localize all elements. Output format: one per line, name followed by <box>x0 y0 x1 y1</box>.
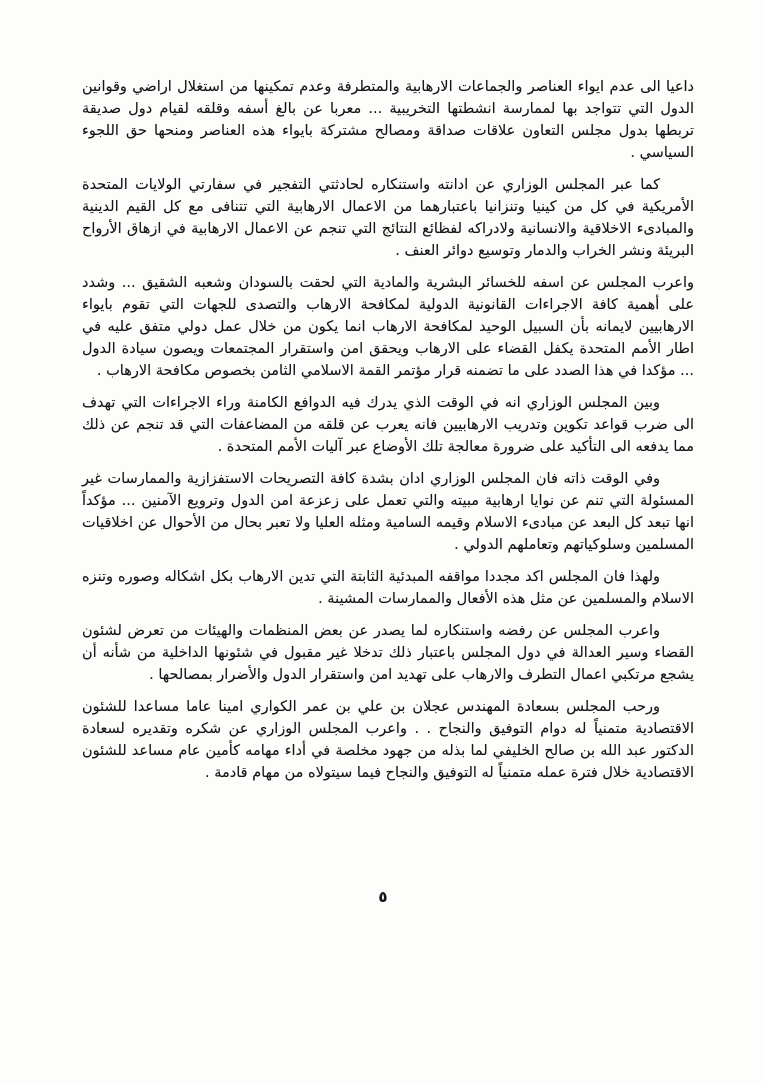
paragraph: داعيا الى عدم ايواء العناصر والجماعات الارهابية والمتطرفة وعدم تمكينها من استغلال اراضي وقوانين الدول التي تتواجد بها لممارسة انشطتها التخريبية ... معربا عن بالغ أسفه وقلقه لقيام دول صديقة تربطها بدول مجلس التعاون علاقات صداقة ومصالح مشتركة بايواء هذه العناصر ومنحها حق اللجوء السياسي . <box>82 79 694 161</box>
paragraph: ولهذا فان المجلس اكد مجددا مواقفه المبدئية الثابتة التي تدين الارهاب بكل اشكاله وصوره وتنزه الاسلام والمسلمين عن مثل هذه الأفعال والممارسات المشينة . <box>82 569 694 607</box>
paragraph: وبين المجلس الوزاري انه في الوقت الذي يدرك فيه الدوافع الكامنة وراء الاجراءات التي تهدف الى ضرب قواعد تكوين وتدريب الارهابيين فانه يعرب عن قلقه من المضاعفات التي قد تنجم عن ذلك مما يدفعه الى التأكيد على ضرورة معالجة تلك الأوضاع عبر آليات الأمم المتحدة . <box>82 395 694 455</box>
paragraph: ورحب المجلس بسعادة المهندس عجلان بن علي بن عمر الكواري امينا عاما مساعدا للشئون الاقتصادية متمنياً له دوام التوفيق والنجاح . . واعرب المجلس الوزاري عن شكره وتقديره لسعادة الدكتور عبد الله بن صالح الخليفي لما بذله من جهود مخلصة في أداء مهامه كأمين عام مساعد للشئون الاقتصادية خلال فترة عمله متمنياً له التوفيق والنجاح فيما سيتولاه من مهام قادمة . <box>82 699 694 781</box>
document-body <box>82 76 694 794</box>
paragraph: واعرب المجلس عن اسفه للخسائر البشرية والمادية التي لحقت بالسودان وشعبه الشقيق ... وشدد على أهمية كافة الاجراءات القانونية الدولية لمكافحة الارهاب والتصدى للجهات التي تقوم بايواء الارهابيين لايمانه بأن السبيل الوحيد لمكافحة الارهاب انما يكون من خلال عمل دولي متفق عليه في اطار الأمم المتحدة يكفل القضاء على الارهاب ويحقق امن واستقرار المجتمعات ويصون سيادة الدول ... مؤكدا في هذا الصدد على ما تضمنه قرار مؤتمر القمة الاسلامي الثامن بخصوص مكافحة الارهاب . <box>82 275 694 379</box>
page-number: ٥ <box>378 888 388 906</box>
paragraph: كما عبر المجلس الوزاري عن ادانته واستنكاره لحادثتي التفجير في سفارتي الولايات المتحدة الأمريكية في كل من كينيا وتنزانيا باعتبارهما من الاعمال الارهابية التي تتنافى مع كل القيم الدينية والمبادىء الاخلاقية والانسانية ولادراكه لفظائع النتائج التي تنجم عن الاعمال الارهابية في ازهاق الأرواح البريئة ونشر الخراب والدمار وتوسيع دوائر العنف . <box>82 177 694 259</box>
paragraph: واعرب المجلس عن رفضه واستنكاره لما يصدر عن بعض المنظمات والهيئات من تعرض لشئون القضاء وسير العدالة في دول المجلس باعتبار ذلك تدخلا غير مقبول في شئونها الداخلية من شأنه أن يشجع مرتكبي اعمال التطرف والارهاب على تهديد امن واستقرار الدول والأضرار بمصالحها . <box>82 623 694 683</box>
paragraph: وفي الوقت ذاته فان المجلس الوزاري ادان بشدة كافة التصريحات الاستفزازية والممارسات غير المسئولة التي تنم عن نوايا ارهابية مبيته والتي تعمل على زعزعة امن الدول وترويع الآمنين ... مؤكداً انها تبعد كل البعد عن مبادىء الاسلام وقيمه السامية ومثله العليا ولا تعبر بحال من الأحوال عن اخلاقيات المسلمين وسلوكياتهم وتعاملهم الدولي . <box>82 471 694 553</box>
